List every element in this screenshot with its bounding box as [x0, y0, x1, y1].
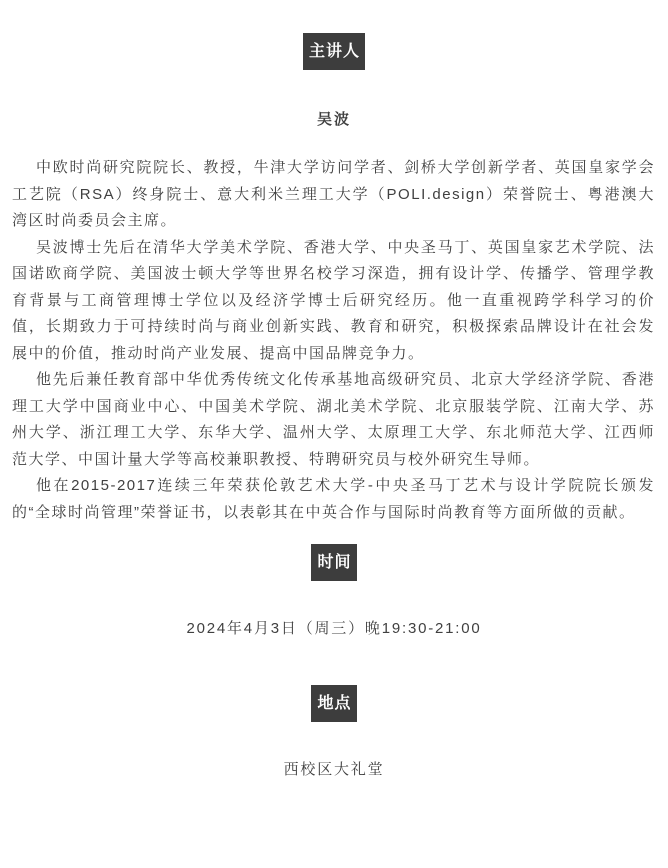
- location-value: 西校区大礼堂: [283, 761, 385, 778]
- time-badge: 时间: [311, 544, 356, 581]
- speaker-badge: 主讲人: [303, 33, 365, 70]
- speaker-name: 吴波: [316, 111, 351, 128]
- bio-paragraph: 中欧时尚研究院院长、教授，牛津大学访问学者、剑桥大学创新学者、英国皇家学会工艺院（RSA）终身院士、意大利米兰理工大学（POLI.design）荣誉院士、粤港澳大湾区时尚委员会主席。: [12, 159, 655, 229]
- time-value: 2024年4月3日（周三）晚19:30-21:00: [186, 620, 482, 637]
- time-section-header: [0, 544, 668, 581]
- speaker-section-header: [0, 0, 668, 70]
- bio-paragraph: 吴波博士先后在清华大学美术学院、香港大学、中央圣马丁、英国皇家艺术学院、法国诺欧商学院、美国波士顿大学等世界名校学习深造，拥有设计学、传播学、管理学教育背景与工商管理博士学位以及经济学博士后研究经历。他一直重视跨学科学习的价值，长期致力于可持续时尚与商业创新实践、教育和研究，积极探索品牌设计在社会发展中的价值，推动时尚产业发展、提高中国品牌竞争力。: [12, 238, 655, 362]
- location-badge: 地点: [311, 685, 356, 722]
- bio-paragraph: 他在2015-2017连续三年荣获伦敦艺术大学-中央圣马丁艺术与设计学院院长颁发的“全球时尚管理”荣誉证书，以表彰其在中英合作与国际时尚教育等方面所做的贡献。: [12, 477, 655, 521]
- bio-paragraph: 他先后兼任教育部中华优秀传统文化传承基地高级研究员、北京大学经济学院、香港理工大学中国商业中心、中国美术学院、湖北美术学院、北京服装学院、江南大学、苏州大学、浙江理工大学、东华大学、温州大学、太原理工大学、东北师范大学、江西师范大学、中国计量大学等高校兼职教授、特聘研究员与校外研究生导师。: [12, 371, 655, 468]
- location-section-header: [0, 685, 668, 722]
- speaker-bio: [0, 155, 668, 526]
